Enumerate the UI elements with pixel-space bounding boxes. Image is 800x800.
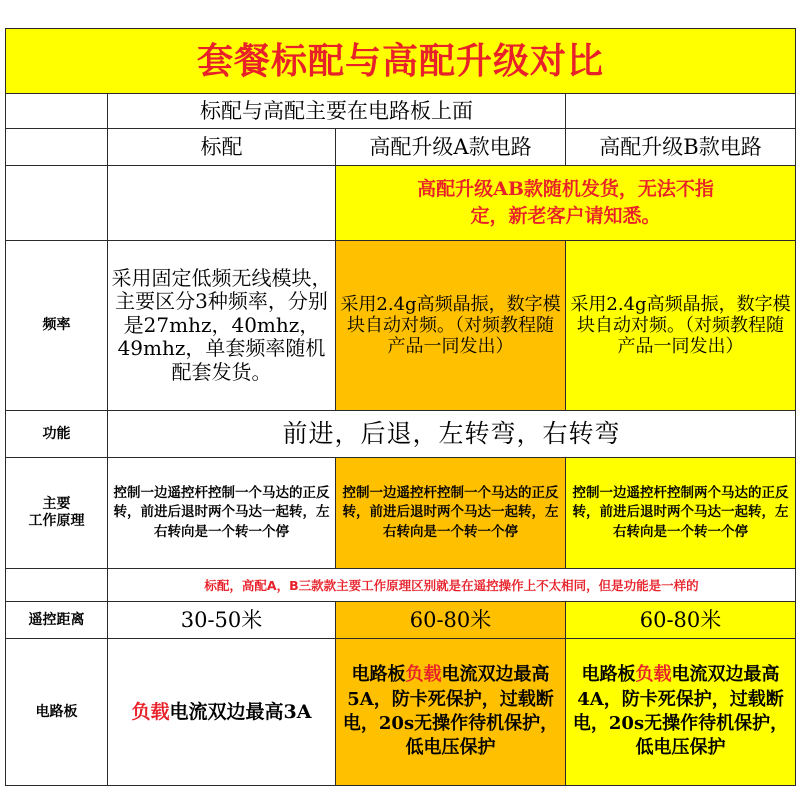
board-upgrade-a-text xyxy=(339,663,562,761)
board-label: 电路板 xyxy=(35,703,78,720)
header-standard-cell xyxy=(108,129,336,166)
principle-label-line-2: 工作原理 xyxy=(28,513,85,529)
note-text: 标配，高配A，B三款款主要工作原理区别就是在遥控操作上不太相同，但是功能是一样的 xyxy=(204,577,699,593)
header-label-cell xyxy=(6,129,108,166)
frequency-upgrade-b-cell xyxy=(566,241,796,411)
board-a-part2: 电流双边最高5A，防卡死保护，过载断电，20s无操作待机保护，低电压保护 xyxy=(342,664,559,759)
board-upgrade-a-cell xyxy=(336,639,566,786)
distance-standard-text: 30-50米 xyxy=(180,607,263,632)
warning-line-2: 定，新老客户请知悉。 xyxy=(470,205,661,227)
principle-upgrade-b-cell xyxy=(566,458,796,569)
header-upgrade-a-cell xyxy=(336,129,566,166)
frequency-label: 频率 xyxy=(42,317,71,334)
distance-upgrade-b-text: 60-80米 xyxy=(639,607,722,632)
board-b-part2: 电流双边最高4A，防卡死保护，过载断电，20s无操作待机保护，低电压保护 xyxy=(572,664,789,759)
board-row xyxy=(6,639,796,786)
distance-label-cell xyxy=(6,602,108,639)
subtitle-empty-cell xyxy=(566,94,796,129)
board-standard-rest: 电流双边最高3A xyxy=(169,700,312,723)
subtitle-row xyxy=(6,94,796,129)
principle-label-line-1: 主要 xyxy=(42,496,71,513)
note-cell xyxy=(108,569,796,602)
header-upgrade-b-text: 高配升级B款电路 xyxy=(599,134,762,159)
frequency-upgrade-a-cell xyxy=(336,241,566,411)
page-title-cell xyxy=(6,29,796,94)
function-row xyxy=(6,411,796,458)
board-upgrade-b-cell xyxy=(566,639,796,786)
page-title: 套餐标配与高配升级对比 xyxy=(197,39,605,82)
note-spacer-cell xyxy=(6,569,108,602)
board-a-red: 负载 xyxy=(405,664,442,686)
principle-standard-text: 控制一边遥控杆控制一个马达的正反转，前进后退时两个马达一起转，左右转向是一个转一个停 xyxy=(113,485,330,540)
comparison-table xyxy=(5,28,796,786)
board-a-part1: 电路板 xyxy=(351,664,406,686)
distance-row xyxy=(6,602,796,639)
title-row xyxy=(6,29,796,94)
board-upgrade-b-text xyxy=(569,663,792,761)
board-standard-red: 负载 xyxy=(131,700,170,723)
header-upgrade-a-text: 高配升级A款电路 xyxy=(369,134,532,159)
principle-upgrade-a-cell xyxy=(336,458,566,569)
frequency-upgrade-a-text: 采用2.4g高频晶振，数字模块自动对频。（对频教程随产品一同发出） xyxy=(340,293,561,358)
principle-upgrade-a-text: 控制一边遥控杆控制一个马达的正反转，前进后退时两个马达一起转，左右转向是一个转一个停 xyxy=(342,485,559,540)
board-b-part1: 电路板 xyxy=(581,664,636,686)
column-header-row xyxy=(6,129,796,166)
function-value-text: 前进，后退，左转弯，右转弯 xyxy=(282,419,621,449)
principle-upgrade-b-text: 控制一边遥控杆控制两个马达的正反转，前进后退时两个马达一起转，左右转向是一个转一个停 xyxy=(572,485,789,540)
header-upgrade-b-cell xyxy=(566,129,796,166)
subtitle-cell xyxy=(108,94,566,129)
frequency-standard-cell xyxy=(108,241,336,411)
board-b-red: 负载 xyxy=(635,664,672,686)
note-row xyxy=(6,569,796,602)
frequency-standard-text: 采用固定低频无线模块，主要区分3种频率，分别是27mhz，40mhz，49mhz，单套频率随机配套发货。 xyxy=(111,265,332,384)
warning-spacer-left xyxy=(6,166,108,241)
warning-row xyxy=(6,166,796,241)
warning-line-1: 高配升级AB款随机发货，无法不指 xyxy=(417,178,714,201)
principle-row xyxy=(6,458,796,569)
distance-label: 遥控距离 xyxy=(28,611,85,628)
frequency-row xyxy=(6,241,796,411)
comparison-sheet xyxy=(5,28,795,772)
function-value-cell xyxy=(108,411,796,458)
warning-spacer-standard xyxy=(108,166,336,241)
frequency-label-cell xyxy=(6,241,108,411)
function-label: 功能 xyxy=(42,425,71,442)
principle-standard-cell xyxy=(108,458,336,569)
principle-label-cell xyxy=(6,458,108,569)
header-standard-text: 标配 xyxy=(200,134,243,159)
distance-standard-cell xyxy=(108,602,336,639)
distance-upgrade-a-cell xyxy=(336,602,566,639)
function-label-cell xyxy=(6,411,108,458)
subtitle-text: 标配与高配主要在电路板上面 xyxy=(200,98,473,123)
board-standard-cell xyxy=(108,639,336,786)
warning-banner-cell xyxy=(336,166,796,241)
distance-upgrade-b-cell xyxy=(566,602,796,639)
board-label-cell xyxy=(6,639,108,786)
board-standard-text xyxy=(132,701,312,723)
distance-upgrade-a-text: 60-80米 xyxy=(409,607,492,632)
frequency-upgrade-b-text: 采用2.4g高频晶振，数字模块自动对频。（对频教程随产品一同发出） xyxy=(570,293,791,358)
subtitle-spacer-cell xyxy=(6,94,108,129)
